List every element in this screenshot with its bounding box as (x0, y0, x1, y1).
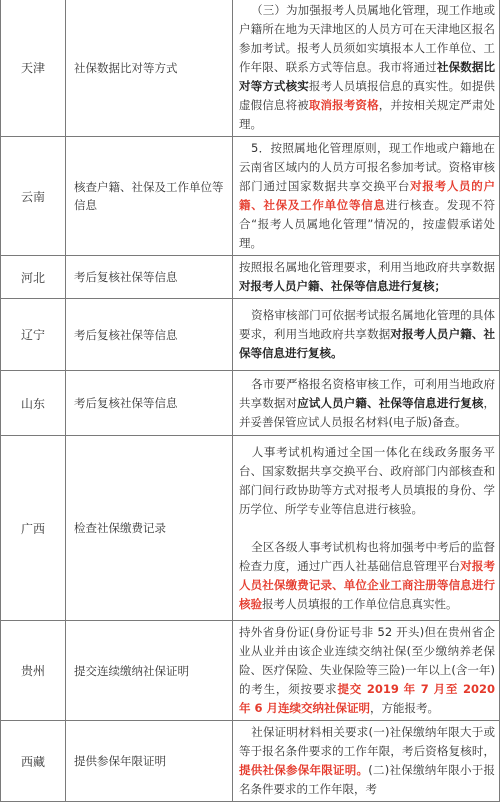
method-cell: 核查户籍、社保及工作单位等信息 (66, 137, 233, 256)
detail-cell (233, 256, 500, 299)
detail-bold: 社保数据比对等方式核实 (239, 60, 496, 93)
detail-cell (233, 621, 500, 721)
detail-cell (233, 299, 500, 371)
province-cell: 西藏 (1, 721, 66, 802)
table-row (1, 299, 500, 371)
detail-cell (233, 436, 500, 621)
table-row (1, 137, 500, 256)
detail-text: 各市要严格报名资格审核工作，可利用当地政府共享数据对 (239, 376, 495, 410)
detail-highlight: 对报考人员的户籍、社保及工作单位等信息 (239, 179, 496, 212)
province-cell: 贵州 (1, 621, 66, 721)
detail-text: 社保证明材料相关要求(一)社保缴纳年限大于或等于报名条件要求的工作年限，考后资格复核时， (239, 725, 495, 758)
detail-cell (233, 721, 500, 802)
detail-text: ，并按相关规定严肃处理。 (239, 98, 496, 131)
detail-text: 人事考试机构通过全国一体化在线政务服务平台、国家数据共享交换平台、政府部门内部核查和部门间行政协助等方式对报考人员填报的身份、学历学位、所学专业等信息进行核验。 (239, 444, 495, 516)
detail-bold: 对报考人员户籍、社保等信息进行复核。 (239, 327, 496, 360)
province-cell: 辽宁 (1, 299, 66, 371)
detail-highlight: 提供社保参保年限证明。 (239, 763, 369, 777)
method-cell: 考后复核社保等信息 (66, 371, 233, 436)
table-row (1, 256, 500, 299)
table-row (1, 436, 500, 621)
method-cell: 社保数据比对等方式 (66, 0, 233, 137)
detail-text: 全区各级人事考试机构也将加强考中考后的监督检查力度，通过广西人社基础信息管理平台 (239, 539, 495, 573)
province-cell: 山东 (1, 371, 66, 436)
detail-bold: 对报考人员户籍、社保等信息进行复核； (239, 279, 446, 293)
method-cell: 提交连续缴纳社保证明 (66, 621, 233, 721)
detail-text: ，并妥善保管应试人员报名材料(电子版)备查。 (239, 395, 496, 429)
detail-text: 报考人员填报的工作单位信息真实性。 (262, 596, 458, 611)
detail-text: （三）为加强报考人员属地化管理，现工作地或户籍所在地为天津地区的人员方可在天津地区报名参加考试。报考人员须如实填报本人工作单位、工作年限、联系方式等信息。我市将通过 (239, 3, 495, 74)
detail-cell (233, 137, 500, 256)
province-cell: 天津 (1, 0, 66, 137)
detail-bold: 应试人员户籍、社保等信息进行复核 (297, 395, 484, 410)
detail-highlight: 取消报考资格 (308, 98, 379, 112)
table-row (1, 0, 500, 137)
method-cell: 考后复核社保等信息 (66, 299, 233, 371)
detail-text: 持外省身份证(身份证号非 52 开头)但在贵州省企业从业并由该企业连续交纳社保(至少缴纳养老保险、医疗保险、失业保险等三险)一年以上(含一年)的考生，须按要求 (239, 625, 495, 696)
province-cell: 云南 (1, 137, 66, 256)
table-row (1, 621, 500, 721)
table-row (1, 371, 500, 436)
detail-text: (二)社保缴纳年限小于报名条件要求的工作年限，考 (239, 763, 495, 796)
detail-text: ，方能报考。 (370, 701, 440, 715)
detail-text: 按照报名属地化管理要求，利用当地政府共享数据 (239, 260, 495, 274)
detail-highlight: 对报考人员社保缴费记录、单位企业工商注册等信息进行核验 (239, 558, 496, 611)
detail-highlight: 提交 2019 年 7 月至 2020 年 6 月连续交纳社保证明 (239, 682, 496, 715)
detail-text: 报考人员填报信息的真实性。如提供虚假信息将被 (239, 79, 496, 112)
method-cell: 提供参保年限证明 (66, 721, 233, 802)
province-cell: 河北 (1, 256, 66, 299)
table-row (1, 721, 500, 802)
province-cell: 广西 (1, 436, 66, 621)
detail-cell (233, 0, 500, 137)
method-cell: 考后复核社保等信息 (66, 256, 233, 299)
detail-cell (233, 371, 500, 436)
detail-text: 5．按照属地化管理原则，现工作地或户籍地在云南省区域内的人员方可报名参加考试。资格审核部门通过国家数据共享交换平台 (239, 141, 495, 193)
detail-text: 进行核查。发现不符合“报考人员属地化管理”情况的，按虚假承诺处理。 (239, 198, 496, 250)
method-cell: 检查社保缴费记录 (66, 436, 233, 621)
detail-text: 资格审核部门可依据考试报名属地化管理的具体要求，利用当地政府共享数据 (239, 308, 495, 341)
